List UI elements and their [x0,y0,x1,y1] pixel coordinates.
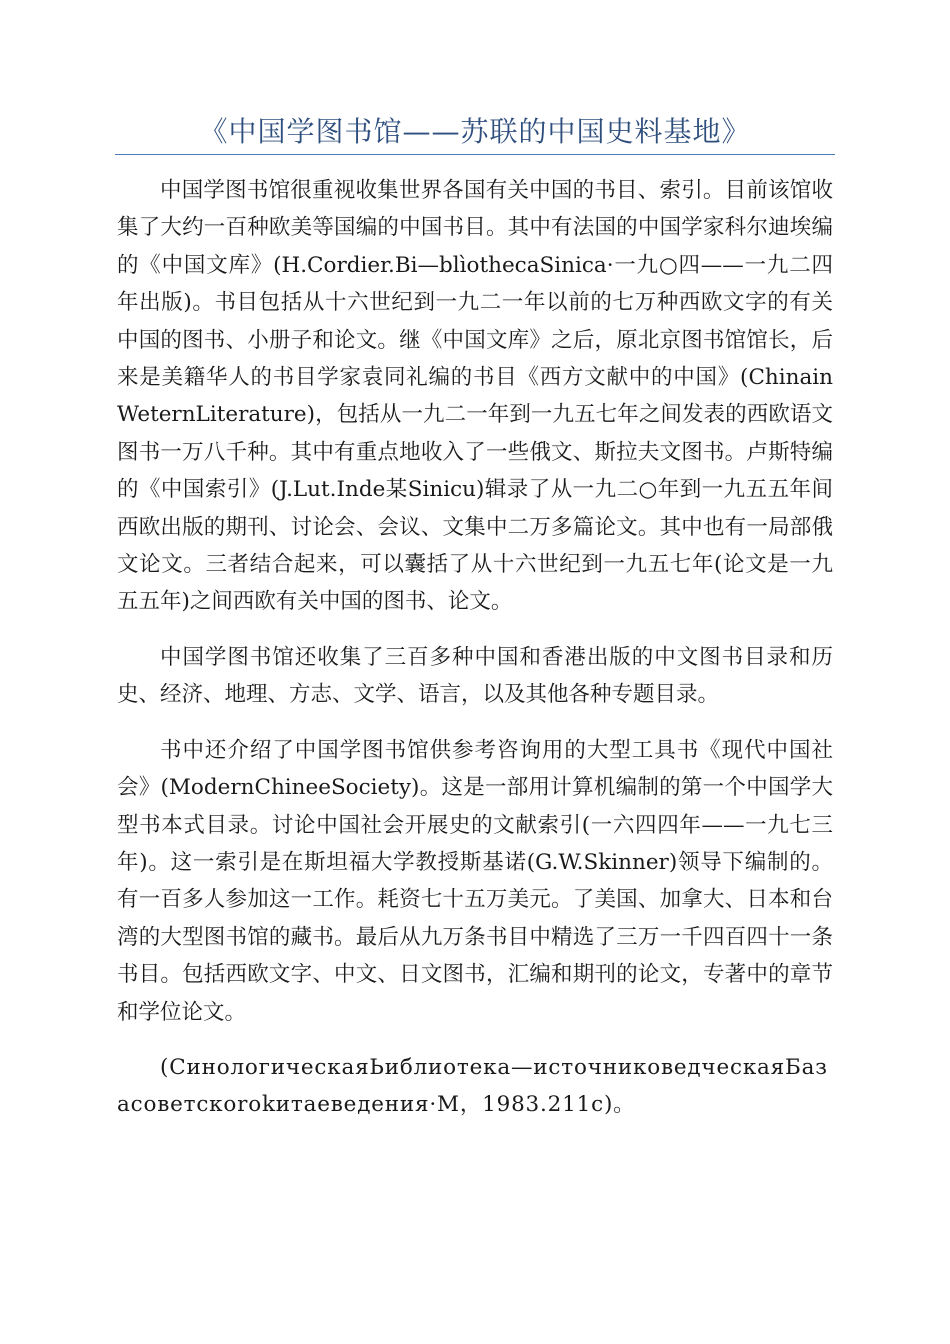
document-body [117,172,833,1124]
paragraph-3: 书中还介绍了中国学图书馆供参考咨询用的大型工具书《现代中国社会》(ModernChineeSociety)。这是一部用计算机编制的第一个中国学大型书本式目录。讨论中国社会开展史的文献索引(一六四四年——一九七三年)。这一索引是在斯坦福大学教授斯基诺(G.W.Skinner)领导下编制的。有一百多人参加这一工作。耗资七十五万美元。了美国、加拿大、日本和台湾的大型图书馆的藏书。最后从九万条书目中精选了三万一千四百四十一条书目。包括西欧文字、中文、日文图书，汇编和期刊的论文，专著中的章节和学位论文。 [117,737,833,1025]
paragraph-1: 中国学图书馆很重视收集世界各国有关中国的书目、索引。目前该馆收集了大约一百种欧美等国编的中国书目。其中有法国的中国学家科尔迪埃编的《中国文库》(H.Cordier.Bi—blìothecaSinica·一九○四——一九二四年出版)。书目包括从十六世纪到一九二一年以前的七万种西欧文字的有关中国的图书、小册子和论文。继《中国文库》之后，原北京图书馆馆长，后来是美籍华人的书目学家袁同礼编的书目《西方文献中的中国》(ChinainWeternLiterature)，包括从一九二一年到一九五七年之间发表的西欧语文图书一万八千种。其中有重点地收入了一些俄文、斯拉夫文图书。卢斯特编的《中国索引》(J.Lut.Inde某Sinicu)辑录了从一九二○年到一九五五年间西欧出版的期刊、讨论会、会议、文集中二万多篇论文。其中也有一局部俄文论文。三者结合起来，可以囊括了从十六世纪到一九五七年(论文是一九五五年)之间西欧有关中国的图书、论文。 [117,178,833,615]
paragraph-2: 中国学图书馆还收集了三百多种中国和香港出版的中文图书目录和历史、经济、地理、方志、文学、语言，以及其他各种专题目录。 [117,644,833,708]
title-underline [115,154,835,155]
document-title: 《中国学图书馆——苏联的中国史料基地》 [199,115,751,148]
reference-citation: (СинологическаяЬиблиотека—источниковедческаяБазасоветскоrokитаеведения·M，1983.211c)。 [117,1054,828,1118]
